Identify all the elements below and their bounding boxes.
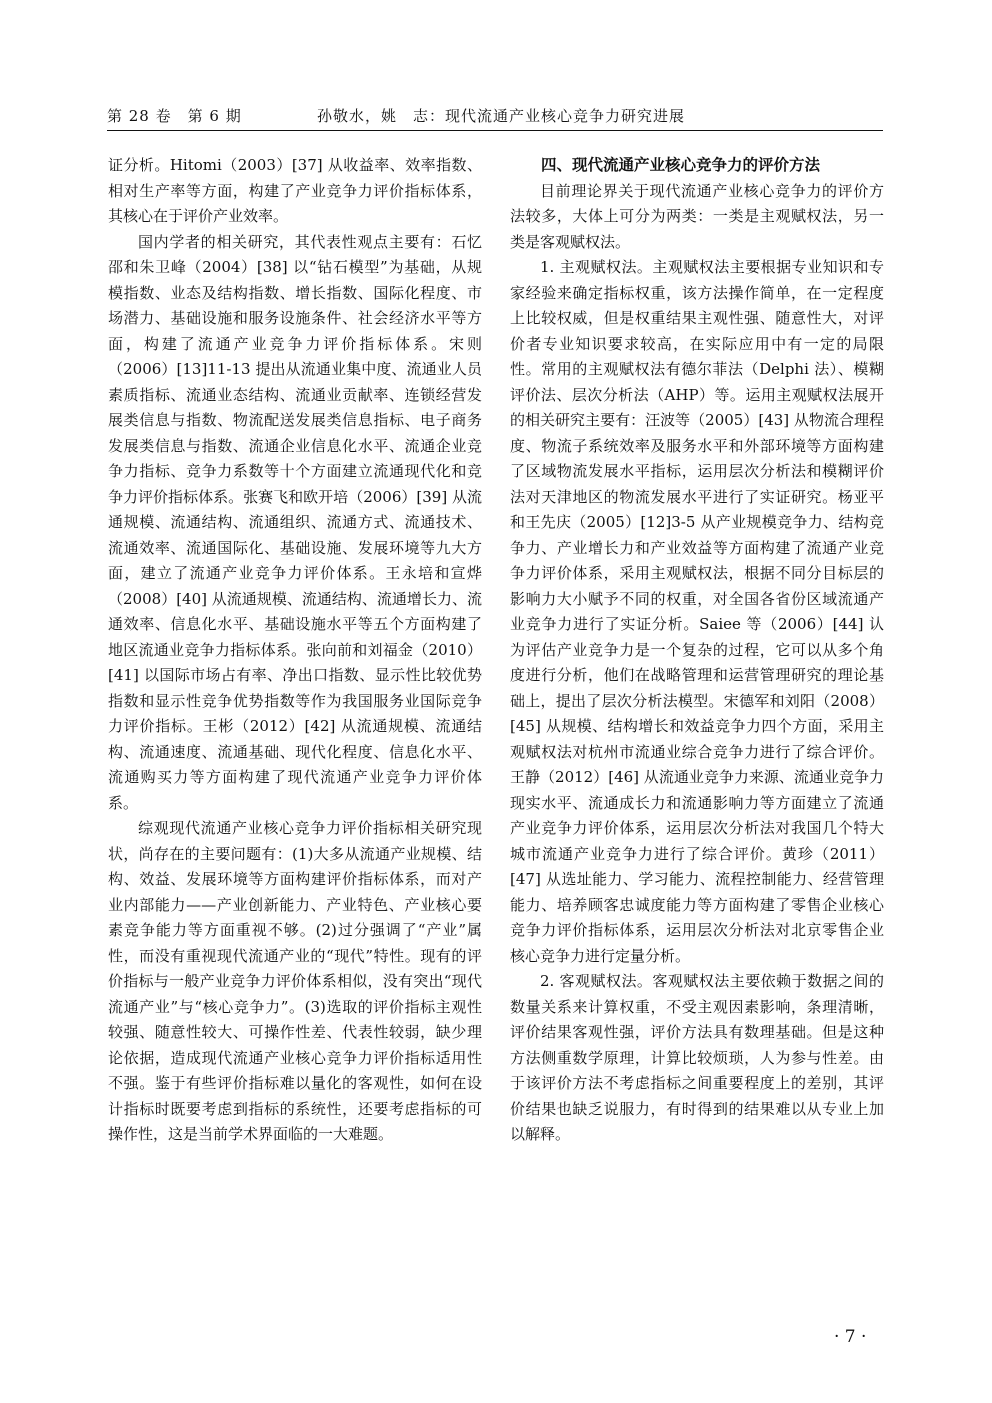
right-column [510, 153, 884, 1148]
paragraph-subjective-weighting: 1. 主观赋权法。主观赋权法主要根据专业知识和专家经验来确定指标权重，该方法操作简单，在一定程度上比较权威，但是权重结果主观性强、随意性大，对评价者专业知识要求较高，在实际应用中有一定的局限性。常用的主观赋权法有德尔菲法（Delphi 法）、模糊评价法、层次分析法（AHP）等。运用主观赋权法展开的相关研究主要有：汪波等（2005）[43] 从物流合理程度、物流子系统效率及服务水平和外部环境等方面构建了区域物流发展水平指标，运用层次分析法和模糊评价法对天津地区的物流发展水平进行了实证研究。杨亚平和王先庆（2005）[12]3-5 从产业规模竞争力、结构竞争力、产业增长力和产业效益等方面构建了流通产业竞争力评价体系，采用主观赋权法，根据不同分目标层的影响力大小赋予不同的权重，对全国各省份区域流通产业竞争力进行了实证分析。Saiee 等（2006）[44] 认为评估产业竞争力是一个复杂的过程，它可以从多个角度进行分析，他们在战略管理和运营管理研究的理论基础上，提出了层次分析法模型。宋德军和刘阳（2008）[45] 从规模、结构增长和效益竞争力四个方面，采用主观赋权法对杭州市流通业综合竞争力进行了综合评价。王静（2012）[46] 从流通业竞争力来源、流通业竞争力现实水平、流通成长力和流通影响力等方面建立了流通产业竞争力评价体系，运用层次分析法对我国几个特大城市流通产业竞争力进行了综合评价。黄珍（2011）[47] 从选址能力、学习能力、流程控制能力、经营管理能力、培养顾客忠诚度能力等方面构建了零售企业核心竞争力评价指标体系，运用层次分析法对北京零售企业核心竞争力进行定量分析。 [510, 258, 884, 965]
paragraph-continuation: 证分析。Hitomi（2003）[37] 从收益率、效率指数、相对生产率等方面，构建了产业竞争力评价指标体系，其核心在于评价产业效率。 [108, 156, 482, 225]
paragraph-problems-summary: 综观现代流通产业核心竞争力评价指标相关研究现状，尚存在的主要问题有：(1)大多从流通产业规模、结构、效益、发展环境等方面构建评价指标体系，而对产业内部能力——产业创新能力、产业特色、产业核心要素竞争能力等方面重视不够。(2)过分强调了“产业”属性，而没有重视现代流通产业的“现代”特性。现有的评价指标与一般产业竞争力评价体系相似，没有突出“现代流通产业”与“核心竞争力”。(3)选取的评价指标主观性较强、随意性较大、可操作性差、代表性较弱，缺少理论依据，造成现代流通产业核心竞争力评价指标适用性不强。鉴于有些评价指标难以量化的客观性，如何在设计指标时既要考虑到指标的系统性，还要考虑指标的可操作性，这是当前学术界面临的一大难题。 [108, 819, 482, 1143]
left-column [108, 153, 482, 1148]
paragraph-domestic-studies: 国内学者的相关研究，其代表性观点主要有：石忆邵和朱卫峰（2004）[38] 以“钻石模型”为基础，从规模指数、业态及结构指数、增长指数、国际化程度、市场潜力、基础设施和服务设施条件、社会经济水平等方面，构建了流通产业竞争力评价指标体系。宋则（2006）[13]11-13 提出从流通业集中度、流通业人员素质指标、流通业态结构、流通业贡献率、连锁经营发展类信息与指数、物流配送发展类信息指标、电子商务发展类信息与指数、流通企业信息化水平、流通企业竞争力指标、竞争力系数等十个方面建立流通现代化和竞争力评价指标体系。张赛飞和欧开培（2006）[39] 从流通规模、流通结构、流通组织、流通方式、流通技术、流通效率、流通国际化、基础设施、发展环境等九大方面，建立了流通产业竞争力评价体系。王永培和宣烨（2008）[40] 从流通规模、流通结构、流通增长力、流通效率、信息化水平、基础设施水平等五个方面构建了地区流通业竞争力指标体系。张向前和刘福金（2010）[41] 以国际市场占有率、净出口指数、显示性比较优势指数和显示性竞争优势指数等作为我国服务业国际竞争力评价指标。王彬（2012）[42] 从流通规模、流通结构、流通速度、流通基础、现代化程度、信息化水平、流通购买力等方面构建了现代流通产业竞争力评价体系。 [108, 232, 482, 812]
header-rule [107, 130, 883, 131]
journal-volume-issue: 第 28 卷 第 6 期 [107, 107, 242, 125]
page-number: · 7 · [834, 1327, 867, 1347]
running-header [107, 103, 883, 129]
running-title: 孙敬水，姚 志：现代流通产业核心竞争力研究进展 [317, 107, 686, 125]
paragraph-objective-weighting: 2. 客观赋权法。客观赋权法主要依赖于数据之间的数量关系来计算权重，不受主观因素影响，条理清晰，评价结果客观性强，评价方法具有数理基础。但是这种方法侧重数学原理，计算比较烦琐，人为参与性差。由于该评价方法不考虑指标之间重要程度上的差别，其评价结果也缺乏说服力，有时得到的结果难以从专业上加以解释。 [510, 972, 884, 1143]
paragraph-methods-intro: 目前理论界关于现代流通产业核心竞争力的评价方法较多，大体上可分为两类：一类是主观赋权法，另一类是客观赋权法。 [510, 181, 884, 251]
section-heading: 四、现代流通产业核心竞争力的评价方法 [541, 156, 821, 174]
